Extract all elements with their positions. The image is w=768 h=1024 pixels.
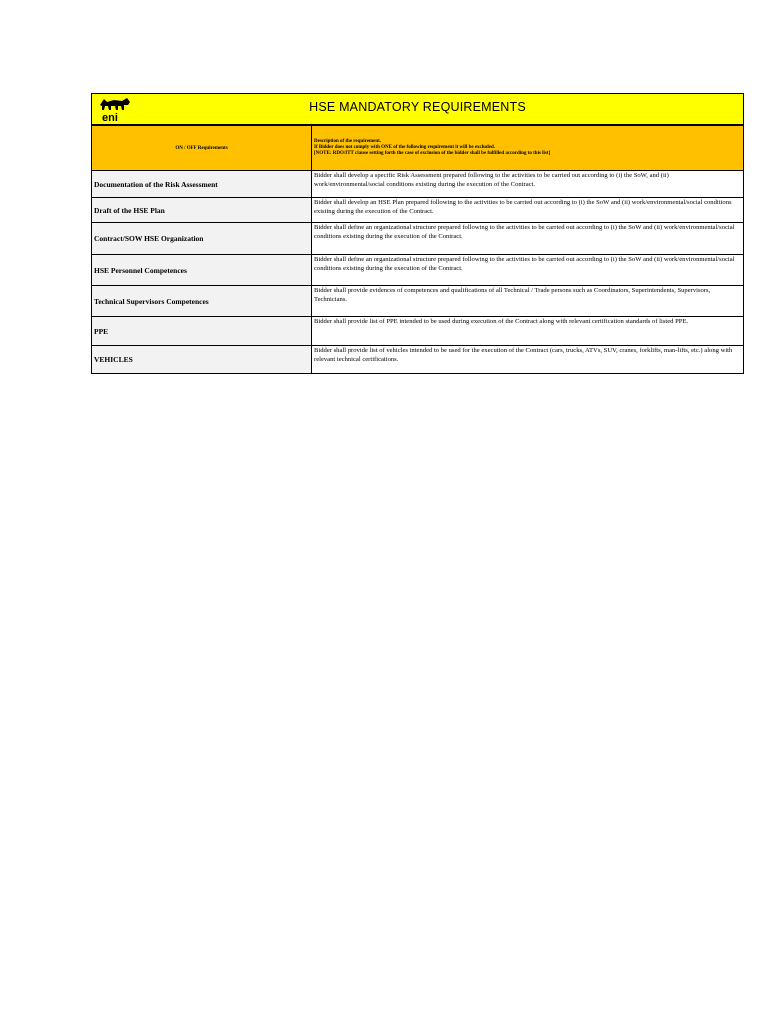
logo-text: eni xyxy=(102,112,118,124)
requirement-description: Bidder shall provide list of vehicles intended to be used for the execution of the Contract (cars, trucks, ATVs, SUV, cranes, forklifts, man-lifts, etc.) along with relevant technical certifications. xyxy=(312,346,744,374)
requirement-name: VEHICLES xyxy=(92,346,312,374)
table-row xyxy=(92,317,744,346)
hse-requirements-sheet xyxy=(91,93,744,374)
description-header-line: If Bidder does not comply with ONE of the following requirement it will be excluded. xyxy=(314,144,495,150)
description-header-line: [NOTE: RDO/ITT clause setting forth the case of exclusion of the bidder shall be fulfilled according to this list] xyxy=(314,151,551,157)
requirement-description: Bidder shall develop an HSE Plan prepared following to the activities to be carried out according to (i) the SoW and (ii) work/environmental/social conditions existing during the execution of the Contract. xyxy=(312,198,744,223)
requirement-name: Technical Supervisors Competences xyxy=(92,286,312,317)
page-title: HSE MANDATORY REQUIREMENTS xyxy=(309,100,526,114)
description-header-line: Description of the requirement. xyxy=(314,138,382,144)
table-row xyxy=(92,255,744,286)
table-row xyxy=(92,198,744,223)
requirement-description: Bidder shall provide list of PPE intended to be used during execution of the Contract along with relevant certification standards of listed PPE. xyxy=(312,317,744,346)
title-bar xyxy=(91,93,744,125)
table-header-row xyxy=(92,126,744,171)
requirement-description: Bidder shall define an organizational structure prepared following to the activities to be carried out according to (i) the SoW and (ii) work/environmental/social conditions existing during the execution of the Contract. xyxy=(312,223,744,255)
requirement-description: Bidder shall provide evidences of competences and qualifications of all Technical / Trade persons such as Coordinators, Superintendents, Supervisors, Technicians. xyxy=(312,286,744,317)
requirement-name: HSE Personnel Competences xyxy=(92,255,312,286)
requirement-description: Bidder shall develop a specific Risk Assessment prepared following to the activities to be carried out according to (i) the SoW, and (ii) work/environmental/social conditions existing during the execution of the Contract. xyxy=(312,171,744,198)
column-header-requirements: ON / OFF Requirements xyxy=(92,126,312,171)
table-row xyxy=(92,346,744,374)
requirements-table xyxy=(91,125,744,374)
requirement-name: PPE xyxy=(92,317,312,346)
table-row xyxy=(92,223,744,255)
table-row xyxy=(92,286,744,317)
column-header-description xyxy=(312,126,744,171)
requirement-description: Bidder shall define an organizational structure prepared following to the activities to be carried out according to (i) the SoW and (ii) work/environmental/social conditions existing during the execution of the Contract. xyxy=(312,255,744,286)
requirement-name: Documentation of the Risk Assessment xyxy=(92,171,312,198)
table-row xyxy=(92,171,744,198)
requirement-name: Draft of the HSE Plan xyxy=(92,198,312,223)
requirement-name: Contract/SOW HSE Organization xyxy=(92,223,312,255)
